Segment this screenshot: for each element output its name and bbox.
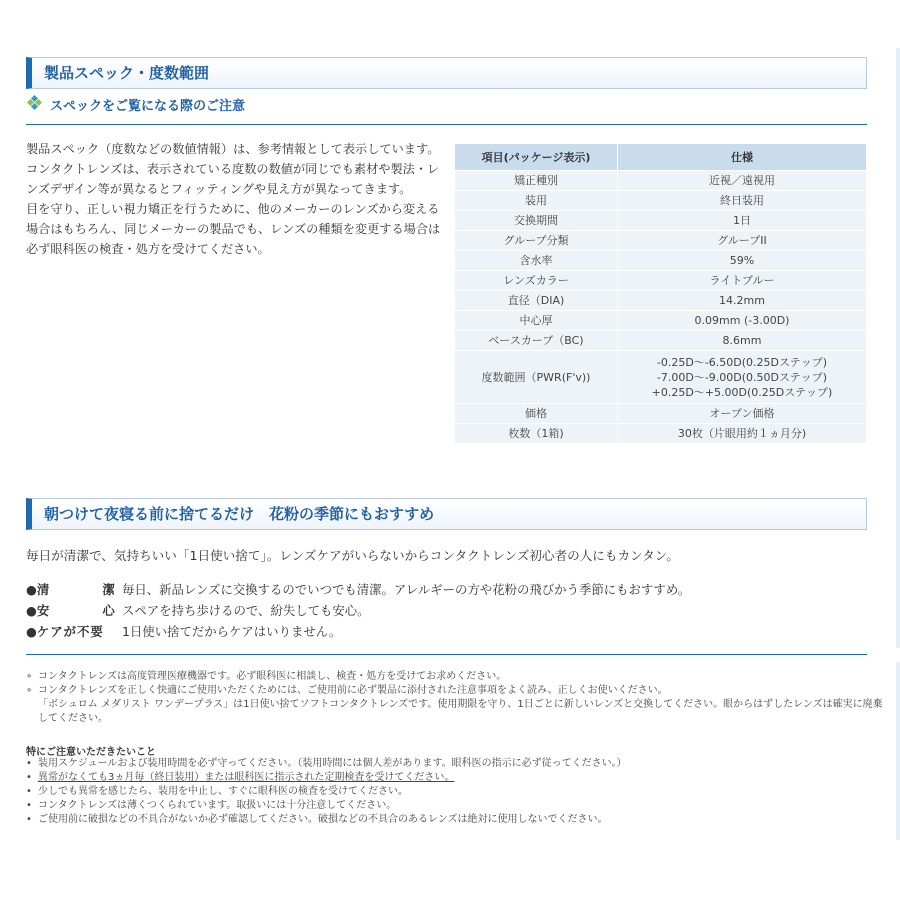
table-row <box>455 211 867 231</box>
row-label: 価格 <box>455 404 618 424</box>
diamond-bullet-icon <box>28 96 42 110</box>
table-row <box>455 331 867 351</box>
intro-paragraph: 目を守り、正しい視力矯正を行うために、他のメーカーのレンズから変える場合はもちろん、同じメーカーの製品でも、レンズの種類を変更する場合は必ず眼科医の検査・処方を受けてください。 <box>26 202 441 256</box>
row-value: 終日装用 <box>618 191 867 211</box>
row-label: グループ分類 <box>455 231 618 251</box>
list-item: • 異常がなくても3ヵ月毎（終日装用）または眼科医に指示された定期検査を受けてください。 <box>26 772 455 783</box>
right-rail <box>896 48 900 648</box>
table-row <box>455 311 867 331</box>
caution-heading: 特にご注意いただきたいこと <box>26 747 156 758</box>
feature-text: 1日使い捨てだからケアはいりません。 <box>122 624 342 639</box>
table-row <box>455 271 867 291</box>
spec-notice-text <box>26 139 444 259</box>
feature-list <box>26 579 690 642</box>
row-value: 30枚（片眼用約１ヵ月分) <box>618 424 867 444</box>
row-value: ライトブルー <box>618 271 867 291</box>
table-row <box>455 291 867 311</box>
list-item <box>26 600 690 621</box>
row-value: グループII <box>618 231 867 251</box>
row-value: 14.2mm <box>618 291 867 311</box>
row-label: 度数範囲（PWR(F'v)) <box>455 351 618 404</box>
section-divider <box>26 654 867 655</box>
feature-lead-text: 毎日が清潔で、気持ちいい「1日使い捨て」。レンズケアがいらないからコンタクトレンズ初心者の人にもカンタン。 <box>26 548 679 563</box>
row-label: 中心厚 <box>455 311 618 331</box>
right-rail-lower <box>896 662 900 840</box>
intro-paragraph: 製品スペック（度数などの数値情報）は、参考情報として表示しています。 <box>26 142 440 156</box>
list-item: • 装用スケジュールおよび装用時間を必ず守ってください。（装用時間には個人差があります。眼科医の指示に必ず従ってください。） <box>26 758 627 769</box>
row-value: 近視／遠視用 <box>618 171 867 191</box>
row-label: ベースカーブ（BC) <box>455 331 618 351</box>
column-header-item: 項目(パッケージ表示) <box>455 144 618 171</box>
section-title-feature: 朝つけて夜寝る前に捨てるだけ 花粉の季節にもおすすめ <box>26 498 867 530</box>
spec-table <box>454 143 867 444</box>
list-item: • ご使用前に破損などの不具合がないか必ず確認してください。破損などの不具合のあるレンズは絶対に使用しないでください。 <box>26 814 608 825</box>
legal-notes <box>26 670 883 726</box>
feature-label: ● 安 心 <box>26 603 115 618</box>
power-range-line: -0.25D～-6.50D(0.25Dステップ) <box>656 355 828 369</box>
table-row <box>455 404 867 424</box>
row-label: 直径（DIA) <box>455 291 618 311</box>
row-label: レンズカラー <box>455 271 618 291</box>
note-item: ∘ コンタクトレンズを正しく快適にご使用いただくためには、ご使用前に必ず製品に添付された注意事項をよく読み、正しくお使いください。 <box>26 685 668 696</box>
intro-paragraph: コンタクトレンズは、表示されている度数の数値が同じでも素材や製法・レンズデザイン等が異なるとフィッティングや見え方が異なってきます。 <box>26 162 440 196</box>
row-value <box>618 351 867 404</box>
row-value: オープン価格 <box>618 404 867 424</box>
row-label: 含水率 <box>455 251 618 271</box>
row-value: 0.09mm (-3.00D) <box>618 311 867 331</box>
power-range-line: +0.25D～+5.00D(0.25Dステップ) <box>651 385 833 399</box>
row-value: 1日 <box>618 211 867 231</box>
subsection-title-text: スペックをご覧になる際のご注意 <box>50 99 246 114</box>
list-item: • コンタクトレンズは薄くつくられています。取扱いには十分注意してください。 <box>26 800 397 811</box>
note-item: ∘ コンタクトレンズは高度管理医療機器です。必ず眼科医に相談し、検査・処方を受けてお求めください。 <box>26 671 507 682</box>
feature-text: スペアを持ち歩けるので、紛失しても安心。 <box>122 603 370 618</box>
row-label: 装用 <box>455 191 618 211</box>
section-title-spec: 製品スペック・度数範囲 <box>26 57 867 89</box>
feature-text: 毎日、新品レンズに交換するのでいつでも清潔。アレルギーの方や花粉の飛びかう季節にもおすすめ。 <box>122 582 691 597</box>
table-header-row <box>455 144 867 171</box>
list-item <box>26 621 690 642</box>
list-item <box>26 579 690 600</box>
subsection-title <box>26 95 867 125</box>
table-row <box>455 171 867 191</box>
feature-label: ● 清 潔 <box>26 582 115 597</box>
table-row <box>455 191 867 211</box>
table-row <box>455 231 867 251</box>
power-range-line: -7.00D～-9.00D(0.50Dステップ) <box>656 370 828 384</box>
column-header-spec: 仕様 <box>618 144 867 171</box>
row-label: 矯正種別 <box>455 171 618 191</box>
table-row <box>455 424 867 444</box>
row-value: 59% <box>618 251 867 271</box>
table-row <box>455 351 867 404</box>
feature-label: ●ケアが不要 <box>26 624 104 639</box>
list-item: • 少しでも異常を感じたら、装用を中止し、すぐに眼科医の検査を受けてください。 <box>26 786 408 797</box>
note-continuation: 「ボシュロム メダリスト ワンデープラス」は1日使い捨てソフトコンタクトレンズです。使用期限を守り、1日ごとに新しいレンズと交換してください。眼からはずしたレンズは確実に廃棄してください。 <box>38 699 883 724</box>
table-row <box>455 251 867 271</box>
row-label: 交換期間 <box>455 211 618 231</box>
caution-list <box>26 757 627 827</box>
row-label: 枚数（1箱) <box>455 424 618 444</box>
row-value: 8.6mm <box>618 331 867 351</box>
